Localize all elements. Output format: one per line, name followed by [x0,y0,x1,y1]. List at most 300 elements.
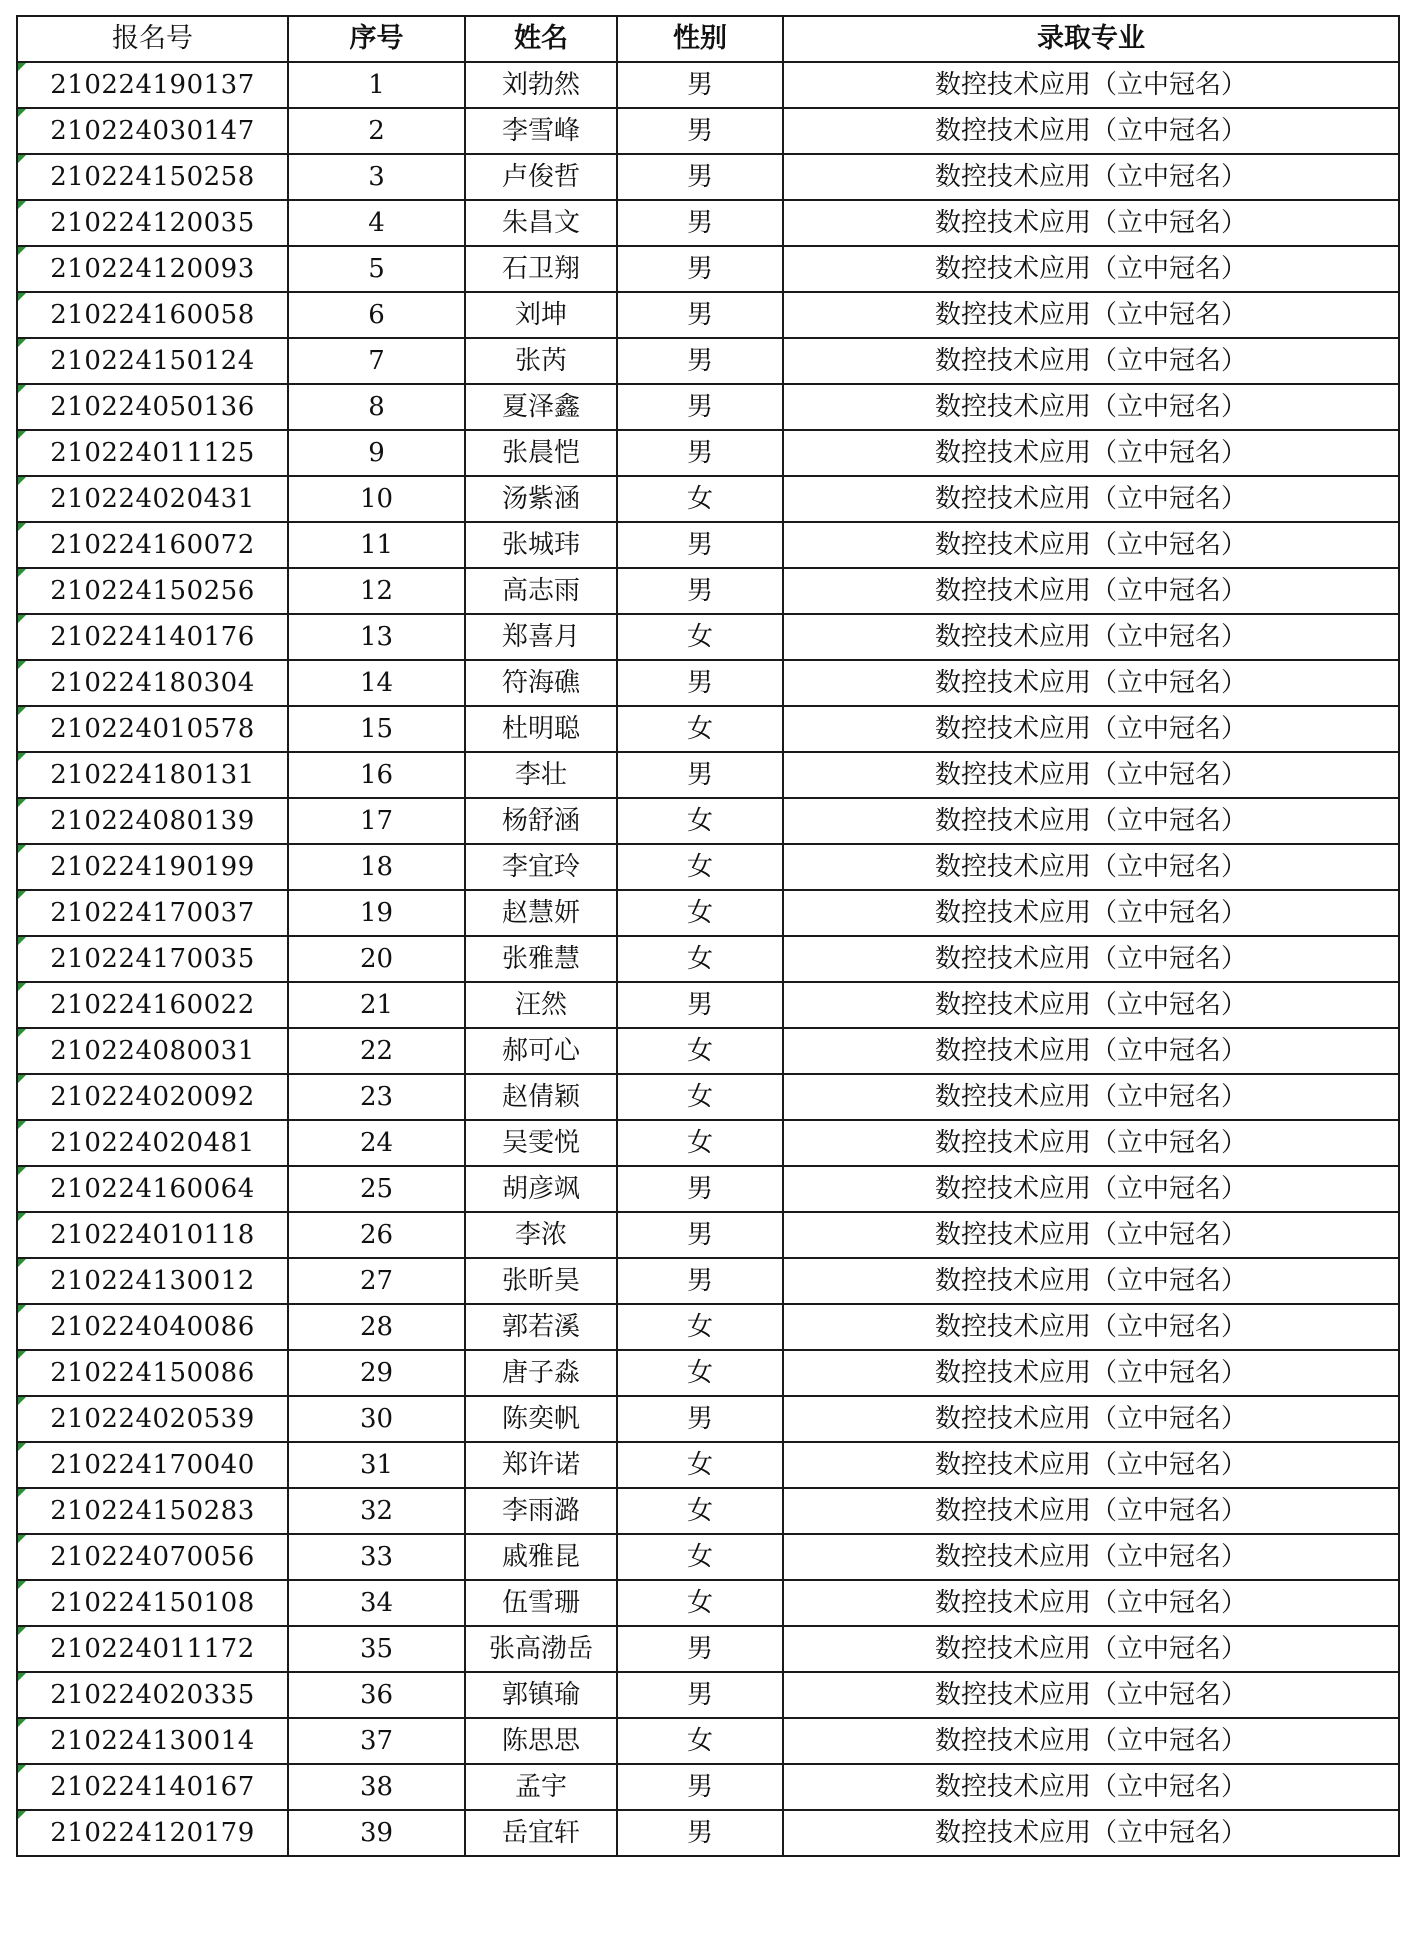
green-triangle-icon [18,1535,26,1543]
name-cell[interactable]: 李雪峰 [465,108,617,154]
gender-cell[interactable]: 男 [617,1258,783,1304]
reg-no-text: 210224130014 [50,1726,255,1756]
reg-no-cell[interactable] [17,660,288,706]
table-row [17,338,1399,384]
name-cell[interactable]: 李浓 [465,1212,617,1258]
seq-cell[interactable]: 26 [288,1212,465,1258]
reg-no-text: 210224150283 [50,1496,255,1526]
seq-cell[interactable]: 16 [288,752,465,798]
major-cell[interactable]: 数控技术应用（立中冠名） [783,568,1399,614]
reg-no-cell[interactable] [17,62,288,108]
table-row [17,706,1399,752]
green-triangle-icon [18,1765,26,1773]
table-row [17,614,1399,660]
major-cell[interactable]: 数控技术应用（立中冠名） [783,936,1399,982]
green-triangle-icon [18,477,26,485]
seq-cell[interactable]: 31 [288,1442,465,1488]
gender-cell[interactable]: 女 [617,1534,783,1580]
reg-no-text: 210224030147 [50,116,255,146]
name-cell[interactable]: 高志雨 [465,568,617,614]
name-cell[interactable]: 刘坤 [465,292,617,338]
seq-cell[interactable]: 29 [288,1350,465,1396]
reg-no-cell[interactable] [17,476,288,522]
seq-cell[interactable]: 27 [288,1258,465,1304]
major-cell[interactable]: 数控技术应用（立中冠名） [783,476,1399,522]
reg-no-cell[interactable] [17,706,288,752]
reg-no-text: 210224020481 [50,1128,255,1158]
gender-cell[interactable]: 女 [617,706,783,752]
reg-no-text: 210224130012 [50,1266,255,1296]
seq-cell[interactable]: 6 [288,292,465,338]
seq-cell[interactable]: 18 [288,844,465,890]
reg-no-text: 210224020431 [50,484,255,514]
table-row [17,1718,1399,1764]
green-triangle-icon [18,1443,26,1451]
gender-cell[interactable]: 男 [617,384,783,430]
reg-no-cell[interactable] [17,522,288,568]
header-reg-no: 报名号 [17,16,288,62]
reg-no-cell[interactable] [17,1764,288,1810]
gender-cell[interactable]: 男 [617,1626,783,1672]
header-gender: 性别 [617,16,783,62]
reg-no-cell[interactable] [17,1626,288,1672]
reg-no-cell[interactable] [17,890,288,936]
green-triangle-icon [18,615,26,623]
reg-no-text: 210224190199 [50,852,255,882]
gender-cell[interactable]: 男 [617,292,783,338]
table-row [17,1626,1399,1672]
green-triangle-icon [18,1581,26,1589]
table-row [17,1212,1399,1258]
major-cell[interactable]: 数控技术应用（立中冠名） [783,752,1399,798]
gender-cell[interactable]: 女 [617,1120,783,1166]
gender-cell[interactable]: 女 [617,1028,783,1074]
seq-cell[interactable]: 7 [288,338,465,384]
reg-no-text: 210224120035 [50,208,255,238]
name-cell[interactable]: 张昕昊 [465,1258,617,1304]
reg-no-cell[interactable] [17,154,288,200]
gender-cell[interactable]: 男 [617,1212,783,1258]
green-triangle-icon [18,1351,26,1359]
major-cell[interactable]: 数控技术应用（立中冠名） [783,246,1399,292]
green-triangle-icon [18,569,26,577]
reg-no-cell[interactable] [17,1534,288,1580]
seq-cell[interactable]: 11 [288,522,465,568]
major-cell[interactable]: 数控技术应用（立中冠名） [783,292,1399,338]
major-cell[interactable]: 数控技术应用（立中冠名） [783,1718,1399,1764]
table-row [17,660,1399,706]
major-cell[interactable]: 数控技术应用（立中冠名） [783,1120,1399,1166]
name-cell[interactable]: 伍雪珊 [465,1580,617,1626]
admission-table [16,15,1400,1857]
seq-cell[interactable]: 17 [288,798,465,844]
reg-no-text: 210224050136 [50,392,255,422]
seq-cell[interactable]: 14 [288,660,465,706]
green-triangle-icon [18,707,26,715]
table-row [17,1166,1399,1212]
reg-no-text: 210224150256 [50,576,255,606]
gender-cell[interactable]: 男 [617,660,783,706]
name-cell[interactable]: 张芮 [465,338,617,384]
reg-no-text: 210224020539 [50,1404,255,1434]
seq-cell[interactable]: 21 [288,982,465,1028]
gender-cell[interactable]: 女 [617,614,783,660]
reg-no-text: 210224160064 [50,1174,255,1204]
reg-no-text: 210224150124 [50,346,255,376]
header-major: 录取专业 [783,16,1399,62]
table-row [17,200,1399,246]
reg-no-cell[interactable] [17,1304,288,1350]
name-cell[interactable]: 陈思思 [465,1718,617,1764]
major-cell[interactable]: 数控技术应用（立中冠名） [783,1626,1399,1672]
table-row [17,1074,1399,1120]
table-row [17,752,1399,798]
gender-cell[interactable]: 男 [617,108,783,154]
name-cell[interactable]: 李壮 [465,752,617,798]
gender-cell[interactable]: 女 [617,476,783,522]
seq-cell[interactable]: 38 [288,1764,465,1810]
table-row [17,430,1399,476]
green-triangle-icon [18,293,26,301]
gender-cell[interactable]: 女 [617,1488,783,1534]
reg-no-text: 210224011125 [50,438,255,468]
header-name: 姓名 [465,16,617,62]
reg-no-cell[interactable] [17,108,288,154]
reg-no-cell[interactable] [17,1810,288,1856]
seq-cell[interactable]: 12 [288,568,465,614]
table-row [17,798,1399,844]
major-cell[interactable]: 数控技术应用（立中冠名） [783,798,1399,844]
name-cell[interactable]: 戚雅昆 [465,1534,617,1580]
seq-cell[interactable]: 3 [288,154,465,200]
reg-no-cell[interactable] [17,292,288,338]
green-triangle-icon [18,385,26,393]
table-row [17,1580,1399,1626]
reg-no-cell[interactable] [17,1580,288,1626]
major-cell[interactable]: 数控技术应用（立中冠名） [783,1166,1399,1212]
reg-no-cell[interactable] [17,1442,288,1488]
table-body [17,62,1399,1856]
gender-cell[interactable]: 男 [617,522,783,568]
table-row [17,1534,1399,1580]
major-cell[interactable]: 数控技术应用（立中冠名） [783,522,1399,568]
name-cell[interactable]: 郭镇瑜 [465,1672,617,1718]
green-triangle-icon [18,1213,26,1221]
seq-cell[interactable]: 35 [288,1626,465,1672]
name-cell[interactable]: 张晨恺 [465,430,617,476]
table-row [17,384,1399,430]
name-cell[interactable]: 刘勃然 [465,62,617,108]
major-cell[interactable]: 数控技术应用（立中冠名） [783,62,1399,108]
reg-no-text: 210224140167 [50,1772,255,1802]
reg-no-cell[interactable] [17,338,288,384]
major-cell[interactable]: 数控技术应用（立中冠名） [783,1396,1399,1442]
name-cell[interactable]: 杜明聪 [465,706,617,752]
name-cell[interactable]: 杨舒涵 [465,798,617,844]
seq-cell[interactable]: 4 [288,200,465,246]
reg-no-text: 210224011172 [50,1634,255,1664]
reg-no-text: 210224080139 [50,806,255,836]
table-row [17,1810,1399,1856]
seq-cell[interactable]: 10 [288,476,465,522]
reg-no-cell[interactable] [17,752,288,798]
name-cell[interactable]: 张雅慧 [465,936,617,982]
major-cell[interactable]: 数控技术应用（立中冠名） [783,154,1399,200]
reg-no-text: 210224120179 [50,1818,255,1848]
reg-no-text: 210224180304 [50,668,255,698]
seq-cell[interactable]: 2 [288,108,465,154]
green-triangle-icon [18,201,26,209]
name-cell[interactable]: 石卫翔 [465,246,617,292]
gender-cell[interactable]: 女 [617,1350,783,1396]
reg-no-text: 210224160022 [50,990,255,1020]
major-cell[interactable]: 数控技术应用（立中冠名） [783,1350,1399,1396]
major-cell[interactable]: 数控技术应用（立中冠名） [783,1672,1399,1718]
name-cell[interactable]: 张城玮 [465,522,617,568]
name-cell[interactable]: 陈奕帆 [465,1396,617,1442]
major-cell[interactable]: 数控技术应用（立中冠名） [783,430,1399,476]
name-cell[interactable]: 李雨潞 [465,1488,617,1534]
gender-cell[interactable]: 男 [617,338,783,384]
reg-no-text: 210224180131 [50,760,255,790]
green-triangle-icon [18,339,26,347]
name-cell[interactable]: 符海礁 [465,660,617,706]
reg-no-cell[interactable] [17,430,288,476]
reg-no-text: 210224070056 [50,1542,255,1572]
reg-no-cell[interactable] [17,1350,288,1396]
gender-cell[interactable]: 男 [617,568,783,614]
gender-cell[interactable]: 男 [617,154,783,200]
seq-cell[interactable]: 37 [288,1718,465,1764]
seq-cell[interactable]: 32 [288,1488,465,1534]
name-cell[interactable]: 夏泽鑫 [465,384,617,430]
table-row [17,476,1399,522]
seq-cell[interactable]: 36 [288,1672,465,1718]
seq-cell[interactable]: 33 [288,1534,465,1580]
green-triangle-icon [18,661,26,669]
reg-no-cell[interactable] [17,1488,288,1534]
reg-no-text: 210224160072 [50,530,255,560]
major-cell[interactable]: 数控技术应用（立中冠名） [783,1074,1399,1120]
name-cell[interactable]: 吴雯悦 [465,1120,617,1166]
gender-cell[interactable]: 男 [617,246,783,292]
reg-no-text: 210224040086 [50,1312,255,1342]
green-triangle-icon [18,799,26,807]
gender-cell[interactable]: 女 [617,936,783,982]
name-cell[interactable]: 卢俊哲 [465,154,617,200]
seq-cell[interactable]: 23 [288,1074,465,1120]
name-cell[interactable]: 李宜玲 [465,844,617,890]
table-row [17,1396,1399,1442]
green-triangle-icon [18,1719,26,1727]
reg-no-text: 210224150258 [50,162,255,192]
green-triangle-icon [18,1489,26,1497]
green-triangle-icon [18,1167,26,1175]
seq-cell[interactable]: 30 [288,1396,465,1442]
reg-no-cell[interactable] [17,1212,288,1258]
table-row [17,890,1399,936]
reg-no-text: 210224120093 [50,254,255,284]
reg-no-cell[interactable] [17,1396,288,1442]
table-row [17,1028,1399,1074]
reg-no-cell[interactable] [17,1258,288,1304]
major-cell[interactable]: 数控技术应用（立中冠名） [783,1580,1399,1626]
seq-cell[interactable]: 9 [288,430,465,476]
green-triangle-icon [18,937,26,945]
green-triangle-icon [18,1811,26,1819]
reg-no-cell[interactable] [17,200,288,246]
gender-cell[interactable]: 男 [617,1764,783,1810]
table-row [17,62,1399,108]
major-cell[interactable]: 数控技术应用（立中冠名） [783,1028,1399,1074]
gender-cell[interactable]: 女 [617,1718,783,1764]
major-cell[interactable]: 数控技术应用（立中冠名） [783,1212,1399,1258]
table-row [17,1350,1399,1396]
major-cell[interactable]: 数控技术应用（立中冠名） [783,1258,1399,1304]
table-row [17,568,1399,614]
seq-cell[interactable]: 34 [288,1580,465,1626]
gender-cell[interactable]: 男 [617,982,783,1028]
major-cell[interactable]: 数控技术应用（立中冠名） [783,1488,1399,1534]
major-cell[interactable]: 数控技术应用（立中冠名） [783,890,1399,936]
gender-cell[interactable]: 女 [617,844,783,890]
name-cell[interactable]: 赵慧妍 [465,890,617,936]
reg-no-cell[interactable] [17,1166,288,1212]
green-triangle-icon [18,1673,26,1681]
table-row [17,936,1399,982]
major-cell[interactable]: 数控技术应用（立中冠名） [783,200,1399,246]
green-triangle-icon [18,891,26,899]
name-cell[interactable]: 汤紫涵 [465,476,617,522]
name-cell[interactable]: 张高渤岳 [465,1626,617,1672]
name-cell[interactable]: 赵倩颖 [465,1074,617,1120]
major-cell[interactable]: 数控技术应用（立中冠名） [783,1764,1399,1810]
name-cell[interactable]: 朱昌文 [465,200,617,246]
name-cell[interactable]: 郭若溪 [465,1304,617,1350]
green-triangle-icon [18,63,26,71]
major-cell[interactable]: 数控技术应用（立中冠名） [783,982,1399,1028]
gender-cell[interactable]: 男 [617,430,783,476]
reg-no-cell[interactable] [17,982,288,1028]
green-triangle-icon [18,1029,26,1037]
name-cell[interactable]: 郑喜月 [465,614,617,660]
table-row [17,292,1399,338]
major-cell[interactable]: 数控技术应用（立中冠名） [783,1810,1399,1856]
reg-no-text: 210224170035 [50,944,255,974]
green-triangle-icon [18,1397,26,1405]
green-triangle-icon [18,1305,26,1313]
table-row [17,154,1399,200]
reg-no-cell[interactable] [17,568,288,614]
reg-no-cell[interactable] [17,246,288,292]
gender-cell[interactable]: 男 [617,1396,783,1442]
reg-no-text: 210224020335 [50,1680,255,1710]
table-header [17,16,1399,62]
major-cell[interactable]: 数控技术应用（立中冠名） [783,338,1399,384]
major-cell[interactable]: 数控技术应用（立中冠名） [783,1534,1399,1580]
seq-cell[interactable]: 19 [288,890,465,936]
seq-cell[interactable]: 1 [288,62,465,108]
gender-cell[interactable]: 男 [617,1166,783,1212]
gender-cell[interactable]: 男 [617,62,783,108]
table-row [17,1120,1399,1166]
gender-cell[interactable]: 男 [617,1672,783,1718]
name-cell[interactable]: 唐子淼 [465,1350,617,1396]
green-triangle-icon [18,109,26,117]
name-cell[interactable]: 胡彦飒 [465,1166,617,1212]
name-cell[interactable]: 汪然 [465,982,617,1028]
name-cell[interactable]: 郑许诺 [465,1442,617,1488]
major-cell[interactable]: 数控技术应用（立中冠名） [783,1442,1399,1488]
seq-cell[interactable]: 24 [288,1120,465,1166]
gender-cell[interactable]: 女 [617,1304,783,1350]
table-row [17,844,1399,890]
name-cell[interactable]: 郝可心 [465,1028,617,1074]
major-cell[interactable]: 数控技术应用（立中冠名） [783,660,1399,706]
major-cell[interactable]: 数控技术应用（立中冠名） [783,384,1399,430]
gender-cell[interactable]: 男 [617,1810,783,1856]
reg-no-cell[interactable] [17,1672,288,1718]
gender-cell[interactable]: 男 [617,752,783,798]
reg-no-cell[interactable] [17,1718,288,1764]
seq-cell[interactable]: 5 [288,246,465,292]
name-cell[interactable]: 岳宜轩 [465,1810,617,1856]
gender-cell[interactable]: 男 [617,200,783,246]
green-triangle-icon [18,431,26,439]
green-triangle-icon [18,753,26,761]
seq-cell[interactable]: 8 [288,384,465,430]
name-cell[interactable]: 孟宇 [465,1764,617,1810]
reg-no-cell[interactable] [17,1028,288,1074]
reg-no-cell[interactable] [17,936,288,982]
major-cell[interactable]: 数控技术应用（立中冠名） [783,108,1399,154]
table-row [17,1442,1399,1488]
reg-no-cell[interactable] [17,844,288,890]
seq-cell[interactable]: 13 [288,614,465,660]
reg-no-cell[interactable] [17,614,288,660]
green-triangle-icon [18,845,26,853]
seq-cell[interactable]: 39 [288,1810,465,1856]
major-cell[interactable]: 数控技术应用（立中冠名） [783,614,1399,660]
major-cell[interactable]: 数控技术应用（立中冠名） [783,706,1399,752]
reg-no-text: 210224080031 [50,1036,255,1066]
table-row [17,1258,1399,1304]
seq-cell[interactable]: 28 [288,1304,465,1350]
green-triangle-icon [18,247,26,255]
reg-no-text: 210224170037 [50,898,255,928]
reg-no-text: 210224150086 [50,1358,255,1388]
seq-cell[interactable]: 20 [288,936,465,982]
seq-cell[interactable]: 22 [288,1028,465,1074]
gender-cell[interactable]: 女 [617,1580,783,1626]
reg-no-cell[interactable] [17,1074,288,1120]
reg-no-cell[interactable] [17,1120,288,1166]
header-row [17,16,1399,62]
gender-cell[interactable]: 女 [617,1442,783,1488]
reg-no-cell[interactable] [17,798,288,844]
reg-no-text: 210224020092 [50,1082,255,1112]
seq-cell[interactable]: 15 [288,706,465,752]
major-cell[interactable]: 数控技术应用（立中冠名） [783,1304,1399,1350]
green-triangle-icon [18,1259,26,1267]
gender-cell[interactable]: 女 [617,1074,783,1120]
reg-no-cell[interactable] [17,384,288,430]
gender-cell[interactable]: 女 [617,798,783,844]
major-cell[interactable]: 数控技术应用（立中冠名） [783,844,1399,890]
gender-cell[interactable]: 女 [617,890,783,936]
green-triangle-icon [18,155,26,163]
seq-cell[interactable]: 25 [288,1166,465,1212]
